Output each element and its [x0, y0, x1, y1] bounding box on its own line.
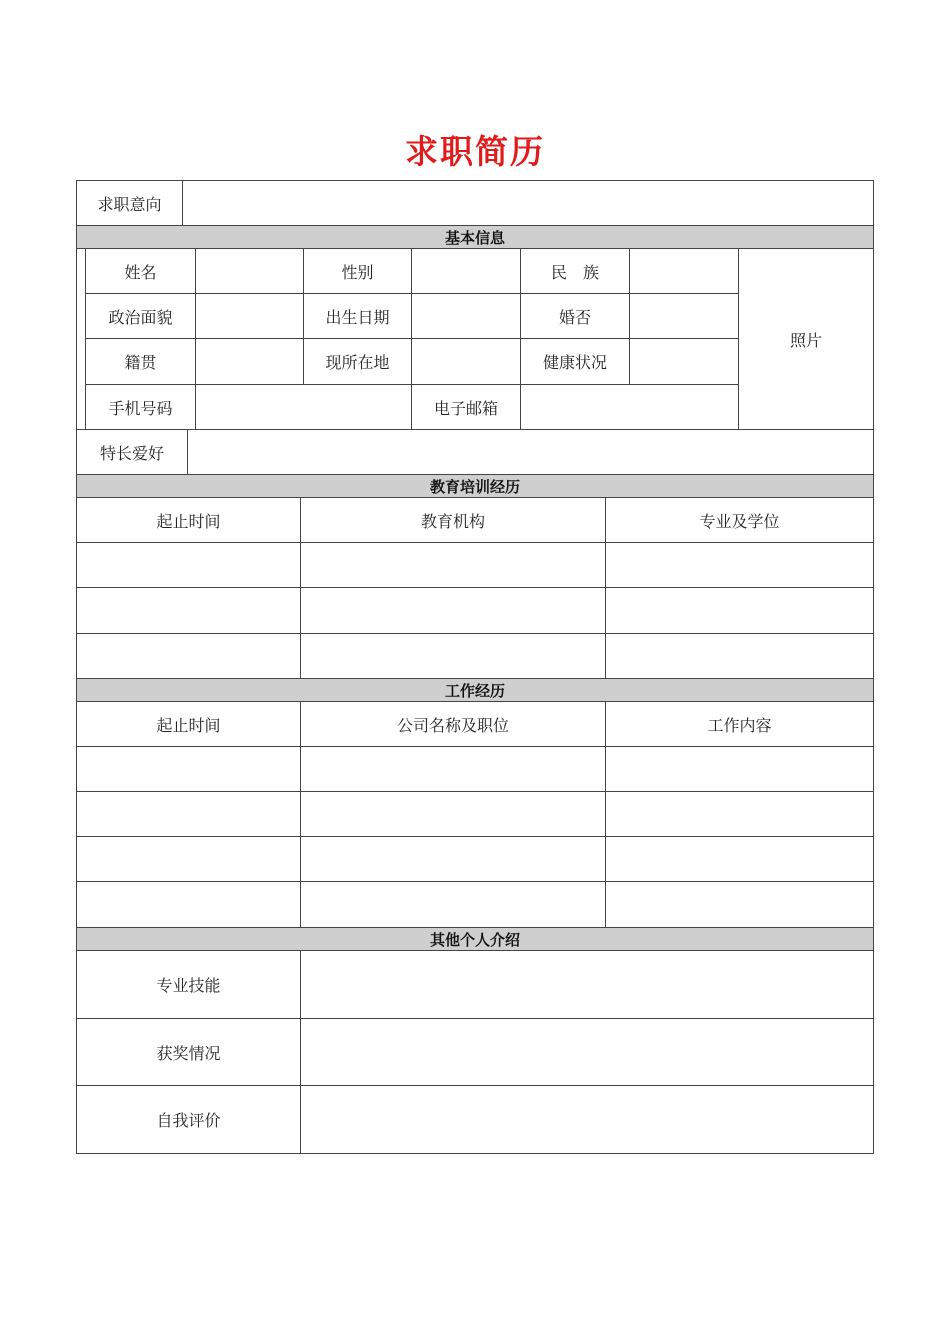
edu-row-1-major[interactable] — [605, 542, 874, 588]
edu-row-2-institution[interactable] — [300, 587, 606, 634]
job-intention-field[interactable] — [182, 180, 874, 226]
ethnicity-label: 民 族 — [520, 248, 630, 294]
hobbies-label: 特长爱好 — [76, 429, 188, 475]
work-col-company: 公司名称及职位 — [300, 701, 606, 747]
health-label: 健康状况 — [520, 338, 630, 385]
edu-row-1-period[interactable] — [76, 542, 301, 588]
section-header-other: 其他个人介绍 — [76, 927, 874, 951]
gender-label: 性别 — [303, 248, 412, 294]
work-col-period: 起止时间 — [76, 701, 301, 747]
birth-date-field[interactable] — [411, 293, 521, 339]
self-evaluation-label: 自我评价 — [76, 1085, 301, 1154]
edu-row-3-period[interactable] — [76, 633, 301, 679]
photo-box[interactable]: 照片 — [738, 248, 874, 430]
section-header-basic: 基本信息 — [76, 225, 874, 249]
birth-date-label: 出生日期 — [303, 293, 412, 339]
residence-label: 现所在地 — [303, 338, 412, 385]
marital-label: 婚否 — [520, 293, 630, 339]
edu-row-2-period[interactable] — [76, 587, 301, 634]
job-intention-label: 求职意向 — [76, 180, 183, 226]
native-place-label: 籍贯 — [85, 338, 196, 385]
ethnicity-field[interactable] — [629, 248, 739, 294]
email-field[interactable] — [520, 384, 739, 430]
health-field[interactable] — [629, 338, 739, 385]
native-place-field[interactable] — [195, 338, 304, 385]
page-title: 求职简历 — [405, 132, 545, 171]
section-header-work: 工作经历 — [76, 678, 874, 702]
awards-label: 获奖情况 — [76, 1018, 301, 1086]
email-label: 电子邮箱 — [411, 384, 521, 430]
phone-field[interactable] — [195, 384, 412, 430]
political-status-field[interactable] — [195, 293, 304, 339]
edu-col-period: 起止时间 — [76, 497, 301, 543]
work-row-3-content[interactable] — [605, 836, 874, 882]
work-row-1-company[interactable] — [300, 746, 606, 792]
name-label: 姓名 — [85, 248, 196, 294]
work-col-content: 工作内容 — [605, 701, 874, 747]
work-row-2-period[interactable] — [76, 791, 301, 837]
work-row-4-content[interactable] — [605, 881, 874, 928]
name-field[interactable] — [195, 248, 304, 294]
self-evaluation-field[interactable] — [300, 1085, 874, 1154]
work-row-1-content[interactable] — [605, 746, 874, 792]
awards-field[interactable] — [300, 1018, 874, 1086]
skills-label: 专业技能 — [76, 950, 301, 1019]
work-row-2-content[interactable] — [605, 791, 874, 837]
residence-field[interactable] — [411, 338, 521, 385]
work-row-4-period[interactable] — [76, 881, 301, 928]
work-row-3-company[interactable] — [300, 836, 606, 882]
edu-row-2-major[interactable] — [605, 587, 874, 634]
work-row-2-company[interactable] — [300, 791, 606, 837]
gender-field[interactable] — [411, 248, 521, 294]
work-row-1-period[interactable] — [76, 746, 301, 792]
skills-field[interactable] — [300, 950, 874, 1019]
phone-label: 手机号码 — [85, 384, 196, 430]
edu-row-3-institution[interactable] — [300, 633, 606, 679]
edu-col-major: 专业及学位 — [605, 497, 874, 543]
edu-row-1-institution[interactable] — [300, 542, 606, 588]
edu-col-institution: 教育机构 — [300, 497, 606, 543]
work-row-4-company[interactable] — [300, 881, 606, 928]
marital-field[interactable] — [629, 293, 739, 339]
political-status-label: 政治面貌 — [85, 293, 196, 339]
edu-row-3-major[interactable] — [605, 633, 874, 679]
work-row-3-period[interactable] — [76, 836, 301, 882]
hobbies-field[interactable] — [187, 429, 874, 475]
section-header-education: 教育培训经历 — [76, 474, 874, 498]
